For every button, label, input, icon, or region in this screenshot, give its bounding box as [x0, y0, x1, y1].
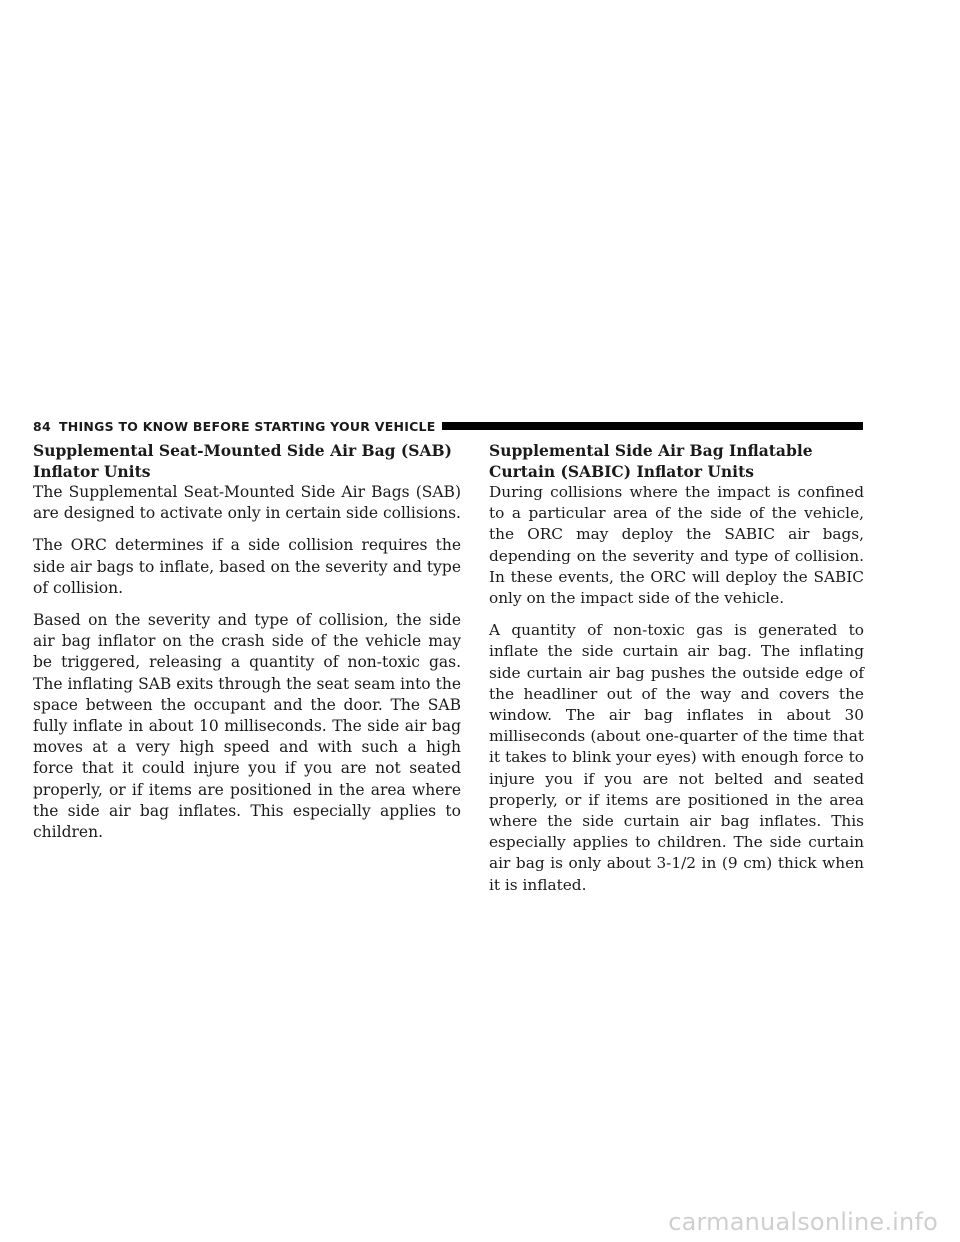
sab-paragraph-3: Based on the severity and type of collision, the side air bag inflator on the crash side of the vehicle may be triggered, releasing a quantity of non-toxic gas. The inflating SAB exits through the seat seam into the space between the occupant and the door. The SAB fully inflate in about 10 milliseconds. The side air bag moves at a very high speed and with such a high force that it could injure you if you are not seated properly, or if items are positioned in the area where the side air bag inflates. This especially applies to children. [33, 611, 461, 842]
page-number: 84 [33, 418, 51, 434]
sabic-paragraph-1: During collisions where the impact is confined to a particular area of the side of the vehicle, the ORC may deploy the SABIC air bags, depending on the severity and type of collision. In these events, the ORC will deploy the SABIC only on the impact side of the vehicle. [489, 483, 864, 608]
sab-paragraph-1: The Supplemental Seat-Mounted Side Air Bags (SAB) are designed to activate only in certain side collisions. [33, 483, 461, 523]
sab-heading: Supplemental Seat-Mounted Side Air Bag (SAB) Inflator Units [33, 441, 452, 481]
sabic-heading: Supplemental Side Air Bag Inflatable Curtain (SABIC) Inflator Units [489, 441, 813, 481]
header-rule [442, 422, 863, 430]
watermark: carmanualsonline.info [668, 1208, 938, 1236]
sab-paragraph-2: The ORC determines if a side collision requires the side air bags to inflate, based on the severity and type of collision. [33, 536, 461, 597]
left-column [33, 440, 461, 854]
chapter-title: THINGS TO KNOW BEFORE STARTING YOUR VEHICLE [59, 418, 436, 434]
sabic-paragraph-2: A quantity of non-toxic gas is generated to inflate the side curtain air bag. The inflating side curtain air bag pushes the outside edge of the headliner out of the way and covers the window. The air bag inflates in about 30 milliseconds (about one-quarter of the time that it takes to blink your eyes) with enough force to injure you if you are not belted and seated properly, or if items are positioned in the area where the side curtain air bag inflates. This especially applies to children. The side curtain air bag is only about 3-1/2 in (9 cm) thick when it is inflated. [489, 621, 864, 894]
right-column [489, 440, 864, 907]
page-header [33, 418, 863, 434]
